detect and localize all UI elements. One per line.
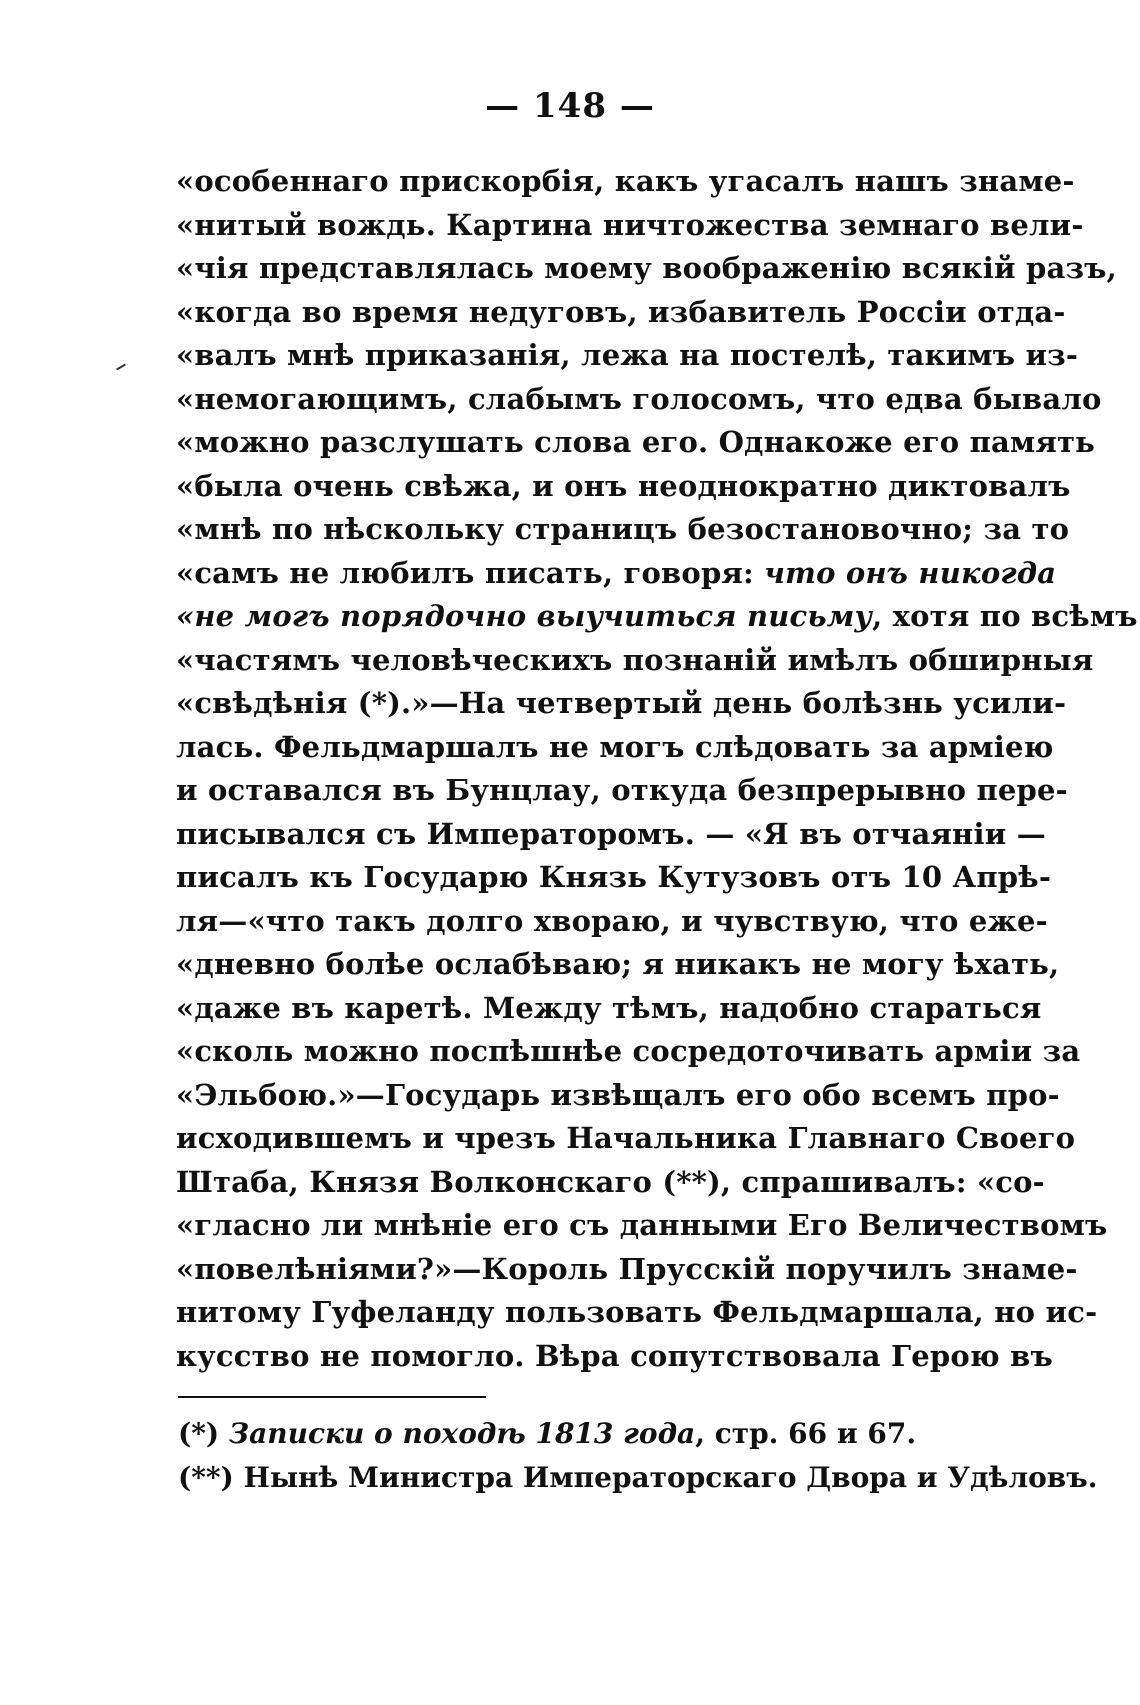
text-line bbox=[176, 595, 1138, 639]
text-run: «особеннаго прискорбія, какъ угасалъ нашъ знаме- bbox=[176, 164, 1075, 198]
italic-text-run: Записки о походѣ 1813 года bbox=[228, 1417, 696, 1450]
text-run: «частямъ человѣческихъ познаній имѣлъ обширныя bbox=[176, 642, 1094, 677]
text-line bbox=[176, 160, 1075, 204]
text-run: и оставался въ Бунцлау, откуда безпрерывно пере- bbox=[176, 773, 1068, 807]
text-line bbox=[176, 726, 1054, 770]
text-run: «даже въ каретѣ. Между тѣмъ, надобно стараться bbox=[176, 990, 1042, 1025]
text-run: «когда во время недуговъ, избавитель Россіи отда- bbox=[176, 294, 1066, 329]
footnotes bbox=[178, 1412, 1098, 1500]
text-run: «повелѣніями?»—Король Прусскій поручилъ знаме- bbox=[176, 1251, 1078, 1286]
text-line bbox=[176, 943, 1060, 987]
text-run: «чія представлялась моему воображенію всякій разъ, bbox=[176, 251, 1117, 285]
italic-text-run: что онъ никогда bbox=[764, 555, 1057, 590]
text-line bbox=[176, 900, 1048, 944]
text-line bbox=[176, 334, 1079, 378]
text-line bbox=[176, 465, 1071, 509]
text-line bbox=[176, 508, 1070, 552]
text-run: писалъ къ Государю Князь Кутузовъ отъ 10 Апрѣ- bbox=[176, 860, 1052, 894]
text-run: (**) Нынѣ Министра Императорскаго Двора и Удѣловъ. bbox=[178, 1461, 1098, 1494]
stray-ink-mark bbox=[116, 364, 126, 371]
text-run: «нитый вождь. Картина ничтожества земнаго вели- bbox=[176, 207, 1084, 242]
text-run: «мнѣ по нѣскольку страницъ безостановочно; за то bbox=[176, 512, 1070, 546]
text-run: «сколь можно поспѣшнѣе сосредоточивать арміи за bbox=[176, 1034, 1081, 1068]
text-run: «свѣдѣнія (*).»—На четвертый день болѣзнь усили- bbox=[176, 686, 1067, 720]
body-text bbox=[176, 160, 1138, 1378]
footnote-line bbox=[178, 1412, 958, 1456]
text-line bbox=[176, 1335, 1053, 1379]
text-line bbox=[176, 1161, 1045, 1205]
text-line bbox=[176, 421, 1096, 465]
text-line bbox=[176, 987, 1042, 1031]
text-line bbox=[176, 1204, 1108, 1248]
text-run: (*) bbox=[178, 1417, 229, 1450]
text-run: , хотя по всѣмъ bbox=[872, 599, 1138, 633]
text-run: Штаба, Князя Волконскаго (**), спрашивалъ: «со- bbox=[176, 1164, 1045, 1199]
italic-text-run: «не могъ порядочно выучиться письму bbox=[176, 599, 873, 633]
text-line bbox=[176, 813, 1046, 857]
text-run: лась. Фельдмаршалъ не могъ слѣдовать за арміею bbox=[176, 729, 1054, 764]
text-run: , стр. 66 и 67. bbox=[695, 1417, 917, 1450]
text-line bbox=[176, 204, 1084, 248]
text-run: нитому Гуфеланду пользовать Фельдмаршала, но ис- bbox=[176, 1295, 1098, 1329]
text-run: «самъ не любилъ писать, говоря: bbox=[176, 555, 765, 590]
text-run: «дневно болѣе ослабѣваю; я никакъ не могу ѣхать, bbox=[176, 947, 1060, 981]
text-run: кусство не помогло. Вѣра сопутствовала Герою въ bbox=[176, 1338, 1053, 1373]
text-run: ля—«что такъ долго хвораю, и чувствую, что еже- bbox=[176, 903, 1048, 938]
text-line bbox=[176, 1291, 1098, 1335]
text-line bbox=[176, 1117, 1076, 1161]
text-line bbox=[176, 378, 1102, 422]
text-line bbox=[176, 291, 1066, 335]
text-run: исходившемъ и чрезъ Начальника Главнаго Своего bbox=[176, 1121, 1076, 1155]
text-line bbox=[176, 639, 1094, 683]
text-run: «гласно ли мнѣніе его съ данными Его Величествомъ bbox=[176, 1208, 1108, 1242]
text-run: «была очень свѣжа, и онъ неоднократно диктовалъ bbox=[176, 468, 1071, 503]
text-line bbox=[176, 682, 1067, 726]
text-run: писывался съ Императоромъ. — «Я въ отчаяніи — bbox=[176, 816, 1046, 851]
text-line bbox=[176, 769, 1068, 813]
text-line bbox=[176, 1074, 1060, 1118]
text-line bbox=[176, 856, 1052, 900]
text-run: «немогающимъ, слабымъ голосомъ, что едва бывало bbox=[176, 381, 1102, 416]
footnote-separator-rule bbox=[178, 1396, 486, 1398]
text-run: «Эльбою.»—Государь извѣщалъ его обо всемъ про- bbox=[176, 1077, 1060, 1112]
text-line bbox=[176, 552, 1057, 596]
text-run: «валъ мнѣ приказанія, лежа на постелѣ, такимъ из- bbox=[176, 338, 1079, 372]
text-line bbox=[176, 247, 1117, 291]
text-run: «можно разслушать слова его. Однакоже его память bbox=[176, 425, 1096, 459]
footnote-line bbox=[178, 1456, 1098, 1500]
text-line bbox=[176, 1248, 1078, 1292]
page-number: — 148 — bbox=[485, 86, 655, 126]
text-line bbox=[176, 1030, 1081, 1074]
